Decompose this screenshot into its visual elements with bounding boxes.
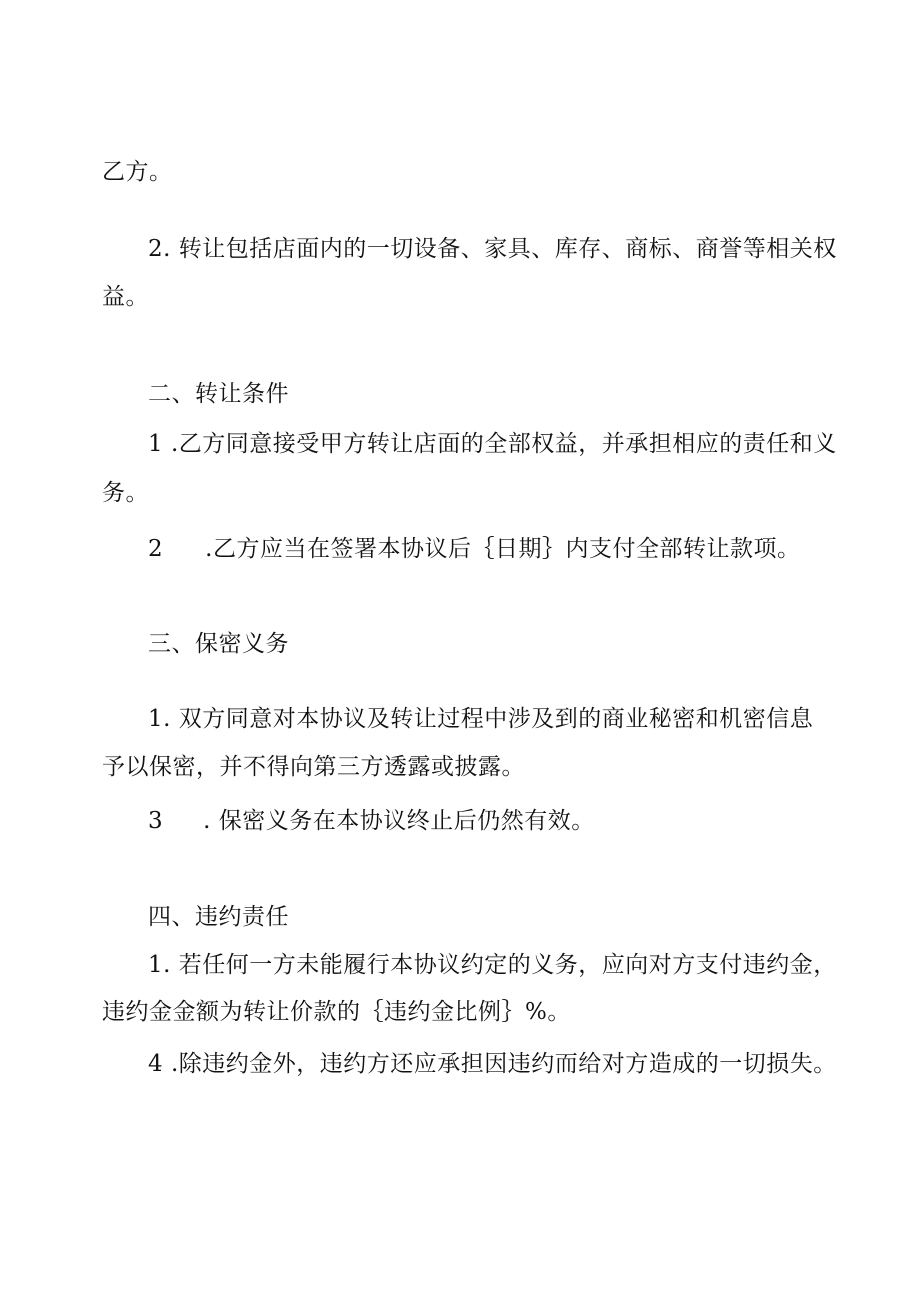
breach-item-2: [148, 1049, 837, 1079]
conditions-item-2: [148, 534, 800, 564]
section-heading-confidentiality: 三、保密义务: [148, 631, 289, 657]
breach-item-2-text: .除违约金外，违约方还应承担因违约而给对方造成的一切损失。: [170, 1051, 837, 1077]
conditions-item-1-line-2: 务。: [102, 480, 149, 506]
conditions-item-1-line-1: [148, 429, 837, 459]
confidentiality-item-2-number: 3: [148, 808, 164, 834]
confidentiality-item-2: [148, 806, 595, 836]
breach-item-1-line-1: 1. 若任何一方未能履行本协议约定的义务，应向对方支付违约金，: [148, 952, 837, 978]
conditions-item-2-number: 2: [148, 536, 164, 562]
conditions-item-2-text: .乙方应当在签署本协议后｛日期｝内支付全部转让款项。: [205, 536, 801, 562]
breach-item-2-number: 4: [148, 1051, 164, 1077]
section-heading-transfer-conditions: 二、转让条件: [148, 381, 289, 407]
section-heading-breach-liability: 四、违约责任: [148, 904, 289, 930]
confidentiality-item-2-text: . 保密义务在本协议终止后仍然有效。: [203, 808, 595, 834]
conditions-item-1-text: .乙方同意接受甲方转让店面的全部权益，并承担相应的责任和义: [170, 431, 837, 457]
transfer-scope-line-1: 2. 转让包括店面内的一切设备、家具、库存、商标、商誉等相关权: [148, 236, 837, 262]
text-line-continuation: 乙方。: [102, 159, 173, 185]
transfer-scope-line-2: 益。: [102, 284, 149, 310]
confidentiality-item-1-line-2: 予以保密，并不得向第三方透露或披露。: [102, 754, 525, 780]
conditions-item-1-number: 1: [148, 431, 164, 457]
breach-item-1-line-2: 违约金金额为转让价款的｛违约金比例｝%。: [102, 999, 571, 1025]
confidentiality-item-1-line-1: 1. 双方同意对本协议及转让过程中涉及到的商业秘密和机密信息: [148, 706, 814, 732]
